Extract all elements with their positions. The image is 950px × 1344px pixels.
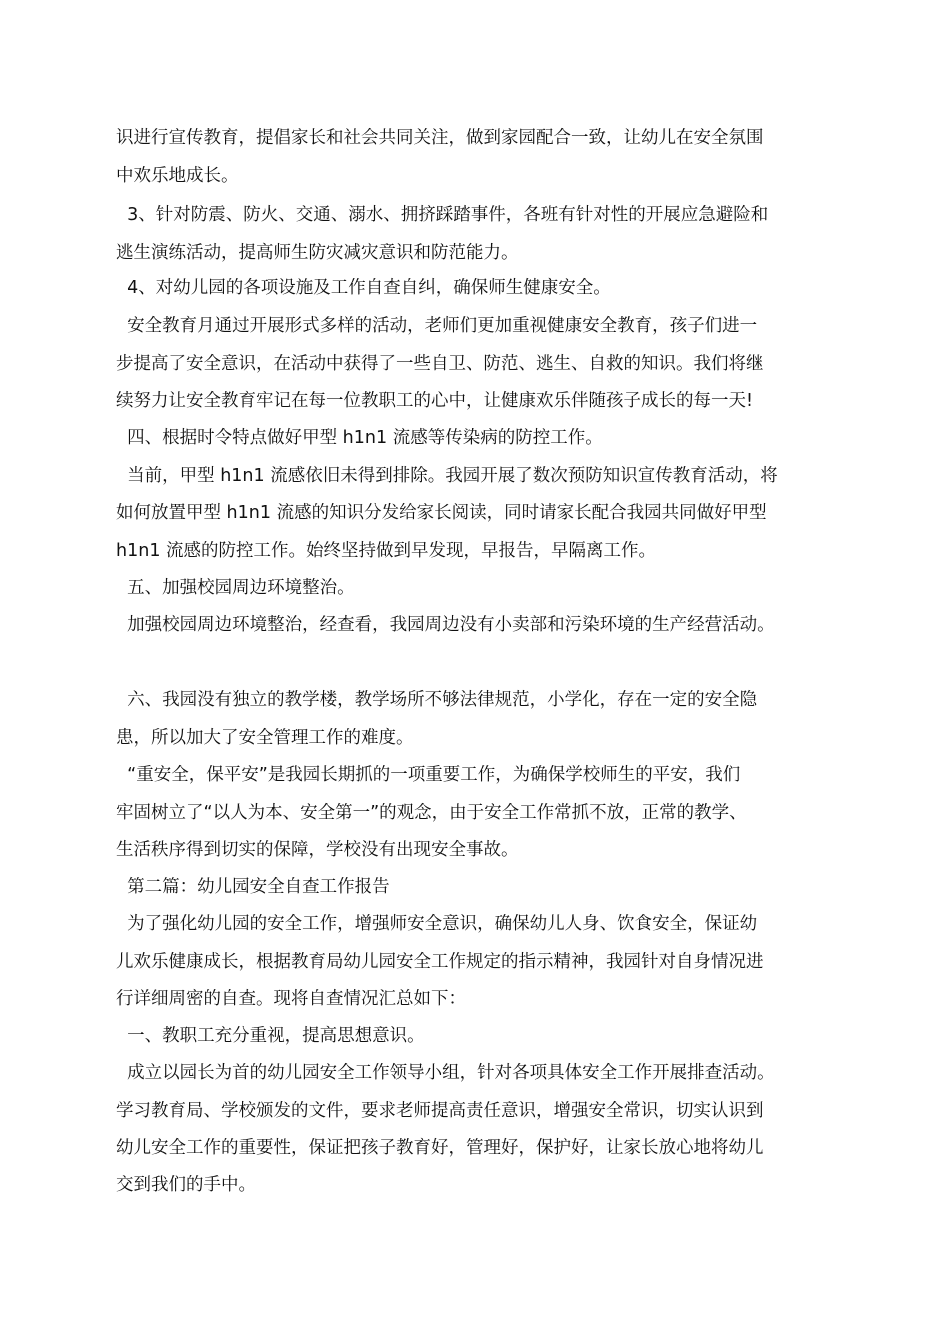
text-line: 儿欢乐健康成长，根据教育局幼儿园安全工作规定的指示精神，我园针对自身情况进	[116, 952, 764, 972]
text-line: 牢固树立了“以人为本、安全第一”的观念，由于安全工作常抓不放，正常的教学、	[116, 803, 747, 823]
text-line: 续努力让安全教育牢记在每一位教职工的心中，让健康欢乐伴随孩子成长的每一天!	[116, 391, 754, 411]
text-line: 如何放置甲型 h1n1 流感的知识分发给家长阅读，同时请家长配合我园共同做好甲型	[116, 503, 767, 523]
text-line: “重安全，保平安”是我园长期抓的一项重要工作，为确保学校师生的平安，我们	[116, 765, 741, 785]
text-line: 生活秩序得到切实的保障，学校没有出现安全事故。	[116, 840, 519, 860]
text-line: 3、针对防震、防火、交通、溺水、拥挤踩踏事件，各班有针对性的开展应急避险和	[116, 205, 769, 225]
text-line: 加强校园周边环境整治，经查看，我园周边没有小卖部和污染环境的生产经营活动。	[116, 615, 775, 635]
text-line: 中欢乐地成长。	[116, 166, 239, 186]
text-line: 识进行宣传教育，提倡家长和社会共同关注，做到家园配合一致，让幼儿在安全氛围	[116, 128, 764, 148]
text-line: 成立以园长为首的幼儿园安全工作领导小组，针对各项具体安全工作开展排查活动。	[116, 1063, 775, 1083]
text-line: 六、我园没有独立的教学楼，教学场所不够法律规范，小学化，存在一定的安全隐	[116, 690, 758, 710]
text-line: 为了强化幼儿园的安全工作，增强师安全意识，确保幼儿人身、饮食安全，保证幼	[116, 914, 758, 934]
text-line: 一、教职工充分重视，提高思想意识。	[116, 1026, 425, 1046]
text-line: 步提高了安全意识，在活动中获得了一些自卫、防范、逃生、自救的知识。我们将继	[116, 354, 764, 374]
text-line: 当前，甲型 h1n1 流感依旧未得到排除。我园开展了数次预防知识宣传教育活动，将	[116, 466, 778, 486]
text-line: 患，所以加大了安全管理工作的难度。	[116, 728, 414, 748]
text-line: 安全教育月通过开展形式多样的活动，老师们更加重视健康安全教育，孩子们进一	[116, 316, 758, 336]
text-line: 五、加强校园周边环境整治。	[116, 578, 355, 598]
text-line: 逃生演练活动，提高师生防灾减灾意识和防范能力。	[116, 243, 519, 263]
text-line: 交到我们的手中。	[116, 1175, 256, 1195]
text-line: 4、对幼儿园的各项设施及工作自查自纠，确保师生健康安全。	[116, 278, 611, 298]
text-line: 学习教育局、学校颁发的文件，要求老师提高责任意识，增强安全常识，切实认识到	[116, 1101, 764, 1121]
text-line: 四、根据时令特点做好甲型 h1n1 流感等传染病的防控工作。	[116, 428, 603, 448]
text-line: 行详细周密的自查。现将自查情况汇总如下：	[116, 989, 466, 1009]
text-line: 幼儿安全工作的重要性，保证把孩子教育好，管理好，保护好，让家长放心地将幼儿	[116, 1138, 764, 1158]
text-line: h1n1 流感的防控工作。始终坚持做到早发现，早报告，早隔离工作。	[116, 541, 657, 561]
section-heading: 第二篇：幼儿园安全自查工作报告	[116, 877, 390, 897]
